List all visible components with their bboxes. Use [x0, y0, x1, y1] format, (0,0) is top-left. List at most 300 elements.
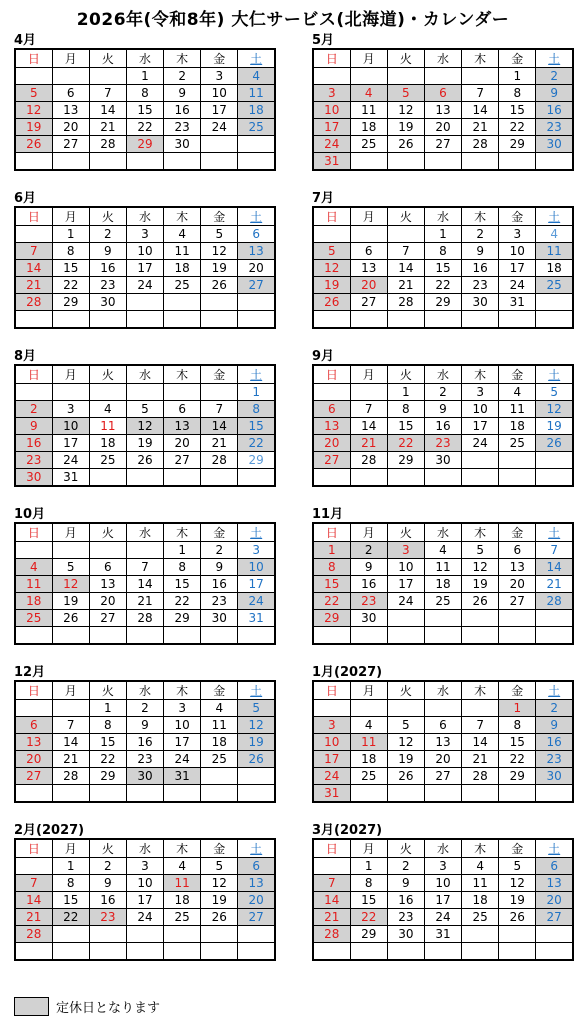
day-cell: 30: [424, 452, 461, 469]
week-row: [15, 926, 275, 943]
week-row: [15, 627, 275, 645]
day-cell: [536, 627, 573, 645]
day-cell: 7: [350, 401, 387, 418]
day-cell: 12: [201, 243, 238, 260]
day-cell: 19: [126, 435, 163, 452]
day-cell: 5: [462, 542, 499, 559]
day-cell: [52, 68, 89, 85]
day-cell: 5: [201, 858, 238, 875]
weekday-wed: 水: [126, 49, 163, 68]
day-cell: [201, 768, 238, 785]
day-cell: 28: [126, 610, 163, 627]
day-cell: 4: [350, 717, 387, 734]
week-row: [313, 384, 573, 401]
day-cell: [15, 542, 52, 559]
day-cell: 24: [387, 593, 424, 610]
day-cell: 26: [126, 452, 163, 469]
week-row: [15, 892, 275, 909]
day-cell: 31: [52, 469, 89, 487]
day-cell: 16: [536, 102, 573, 119]
day-cell: 4: [499, 384, 536, 401]
month-table: [312, 838, 574, 961]
month-label: 5月: [312, 33, 335, 48]
day-cell: 17: [126, 892, 163, 909]
day-cell: 26: [313, 294, 350, 311]
day-cell: 14: [350, 418, 387, 435]
day-cell: 21: [126, 593, 163, 610]
day-cell: 29: [126, 136, 163, 153]
day-cell: [350, 311, 387, 329]
weekday-sat: 土: [238, 49, 275, 68]
day-cell: [238, 943, 275, 961]
week-row: [313, 85, 573, 102]
day-cell: 14: [462, 734, 499, 751]
weekday-sun: 日: [313, 49, 350, 68]
day-cell: [15, 943, 52, 961]
day-cell: 26: [462, 593, 499, 610]
day-cell: 3: [52, 401, 89, 418]
day-cell: [499, 785, 536, 803]
day-cell: 7: [462, 717, 499, 734]
day-cell: 8: [164, 559, 201, 576]
day-cell: 3: [313, 717, 350, 734]
day-cell: [536, 943, 573, 961]
day-cell: 10: [387, 559, 424, 576]
day-cell: [462, 452, 499, 469]
day-cell: 23: [89, 909, 126, 926]
day-cell: 2: [387, 858, 424, 875]
day-cell: 15: [52, 260, 89, 277]
day-cell: [126, 469, 163, 487]
day-cell: 1: [499, 68, 536, 85]
weekday-wed: 水: [126, 365, 163, 384]
day-cell: 25: [424, 593, 461, 610]
day-cell: [15, 627, 52, 645]
day-cell: 30: [350, 610, 387, 627]
day-cell: 24: [52, 452, 89, 469]
day-cell: 12: [201, 875, 238, 892]
week-row: [15, 542, 275, 559]
day-cell: [499, 926, 536, 943]
day-cell: [499, 469, 536, 487]
day-cell: [164, 627, 201, 645]
day-cell: [462, 627, 499, 645]
month-table: [14, 838, 276, 961]
day-cell: 16: [536, 734, 573, 751]
day-cell: [350, 943, 387, 961]
day-cell: [313, 311, 350, 329]
weekday-mon: 月: [350, 207, 387, 226]
week-row: [313, 153, 573, 171]
day-cell: 14: [126, 576, 163, 593]
week-row: [313, 734, 573, 751]
day-cell: 14: [52, 734, 89, 751]
weekday-thu: 木: [462, 681, 499, 700]
day-cell: 30: [462, 294, 499, 311]
day-cell: 19: [238, 734, 275, 751]
day-cell: 13: [52, 102, 89, 119]
week-row: [15, 136, 275, 153]
day-cell: 7: [89, 85, 126, 102]
day-cell: 8: [126, 85, 163, 102]
week-row: [15, 294, 275, 311]
day-cell: 22: [164, 593, 201, 610]
month-label: 3月(2027): [312, 823, 383, 838]
weekday-sun: 日: [313, 681, 350, 700]
day-cell: 20: [164, 435, 201, 452]
day-cell: 12: [126, 418, 163, 435]
day-cell: 8: [387, 401, 424, 418]
day-cell: 13: [424, 734, 461, 751]
month-jun: [14, 191, 276, 329]
weekday-mon: 月: [350, 839, 387, 858]
day-cell: 19: [52, 593, 89, 610]
day-cell: 13: [164, 418, 201, 435]
day-cell: 15: [424, 260, 461, 277]
day-cell: [15, 226, 52, 243]
day-cell: 26: [201, 277, 238, 294]
weekday-fri: 金: [499, 681, 536, 700]
weekday-tue: 火: [89, 207, 126, 226]
weekday-thu: 木: [164, 365, 201, 384]
weekday-mon: 月: [52, 839, 89, 858]
day-cell: [462, 700, 499, 717]
month-jul: [312, 191, 574, 329]
day-cell: [201, 136, 238, 153]
day-cell: [350, 153, 387, 171]
week-row: [15, 610, 275, 627]
day-cell: [536, 785, 573, 803]
day-cell: [238, 627, 275, 645]
day-cell: 6: [238, 858, 275, 875]
week-row: [313, 102, 573, 119]
day-cell: 25: [350, 768, 387, 785]
day-cell: 12: [15, 102, 52, 119]
day-cell: 1: [89, 700, 126, 717]
day-cell: 26: [201, 909, 238, 926]
week-row: [15, 576, 275, 593]
day-cell: 30: [536, 768, 573, 785]
day-cell: [387, 153, 424, 171]
day-cell: 21: [15, 277, 52, 294]
day-cell: 9: [350, 559, 387, 576]
day-cell: 29: [499, 136, 536, 153]
day-cell: 10: [424, 875, 461, 892]
day-cell: 29: [499, 768, 536, 785]
month-table: [14, 522, 276, 645]
day-cell: 3: [499, 226, 536, 243]
day-cell: 23: [164, 119, 201, 136]
day-cell: 21: [15, 909, 52, 926]
weekday-fri: 金: [201, 523, 238, 542]
day-cell: 16: [350, 576, 387, 593]
week-row: [15, 260, 275, 277]
day-cell: 29: [313, 610, 350, 627]
week-row: [313, 943, 573, 961]
day-cell: 18: [201, 734, 238, 751]
day-cell: [313, 627, 350, 645]
day-cell: [536, 452, 573, 469]
day-cell: 26: [499, 909, 536, 926]
day-cell: 12: [387, 734, 424, 751]
weekday-mon: 月: [350, 523, 387, 542]
day-cell: 13: [499, 559, 536, 576]
day-cell: [424, 610, 461, 627]
week-row: [15, 700, 275, 717]
weekday-fri: 金: [499, 839, 536, 858]
day-cell: [499, 153, 536, 171]
day-cell: 28: [387, 294, 424, 311]
day-cell: 12: [313, 260, 350, 277]
day-cell: 13: [424, 102, 461, 119]
day-cell: 14: [313, 892, 350, 909]
day-cell: 17: [387, 576, 424, 593]
day-cell: 27: [424, 136, 461, 153]
day-cell: 20: [424, 751, 461, 768]
day-cell: 18: [164, 892, 201, 909]
day-cell: [313, 700, 350, 717]
day-cell: 18: [238, 102, 275, 119]
day-cell: 11: [201, 717, 238, 734]
day-cell: [15, 785, 52, 803]
day-cell: 19: [201, 260, 238, 277]
day-cell: [15, 153, 52, 171]
day-cell: 24: [424, 909, 461, 926]
day-cell: 25: [462, 909, 499, 926]
weekday-sun: 日: [15, 681, 52, 700]
day-cell: 3: [126, 226, 163, 243]
week-row: [15, 119, 275, 136]
day-cell: [536, 610, 573, 627]
day-cell: 18: [499, 418, 536, 435]
day-cell: 23: [201, 593, 238, 610]
day-cell: 9: [201, 559, 238, 576]
month-label: 9月: [312, 349, 335, 364]
day-cell: 2: [462, 226, 499, 243]
day-cell: 19: [536, 418, 573, 435]
day-cell: 26: [536, 435, 573, 452]
day-cell: [89, 627, 126, 645]
day-cell: 20: [350, 277, 387, 294]
day-cell: 31: [313, 153, 350, 171]
month-label: 2月(2027): [14, 823, 85, 838]
day-cell: 8: [238, 401, 275, 418]
month-nov: [312, 507, 574, 645]
day-cell: [424, 700, 461, 717]
weekday-sun: 日: [15, 523, 52, 542]
month-oct: [14, 507, 276, 645]
weekday-sun: 日: [313, 207, 350, 226]
day-cell: 25: [164, 909, 201, 926]
day-cell: 14: [15, 892, 52, 909]
day-cell: [238, 768, 275, 785]
day-cell: 10: [313, 734, 350, 751]
day-cell: 23: [536, 119, 573, 136]
day-cell: 19: [201, 892, 238, 909]
weekday-thu: 木: [462, 365, 499, 384]
day-cell: 8: [499, 717, 536, 734]
month-table: [14, 48, 276, 171]
day-cell: 8: [52, 875, 89, 892]
day-cell: 19: [15, 119, 52, 136]
day-cell: [126, 384, 163, 401]
day-cell: 5: [126, 401, 163, 418]
day-cell: 17: [52, 435, 89, 452]
weekday-sun: 日: [15, 207, 52, 226]
weekday-sun: 日: [15, 49, 52, 68]
weekday-thu: 木: [462, 207, 499, 226]
day-cell: 28: [313, 926, 350, 943]
day-cell: [350, 785, 387, 803]
day-cell: [499, 311, 536, 329]
day-cell: 1: [313, 542, 350, 559]
day-cell: 18: [350, 751, 387, 768]
week-row: [313, 875, 573, 892]
day-cell: [52, 384, 89, 401]
weekday-fri: 金: [499, 49, 536, 68]
day-cell: 4: [424, 542, 461, 559]
weekday-tue: 火: [89, 49, 126, 68]
day-cell: 25: [350, 136, 387, 153]
day-cell: [462, 311, 499, 329]
day-cell: 9: [89, 875, 126, 892]
weekday-wed: 水: [424, 681, 461, 700]
day-cell: [15, 700, 52, 717]
day-cell: [238, 311, 275, 329]
day-cell: [52, 700, 89, 717]
week-row: [313, 576, 573, 593]
day-cell: 8: [52, 243, 89, 260]
day-cell: [462, 469, 499, 487]
day-cell: 11: [462, 875, 499, 892]
day-cell: 7: [126, 559, 163, 576]
day-cell: 21: [350, 435, 387, 452]
week-row: [15, 943, 275, 961]
day-cell: [164, 153, 201, 171]
day-cell: 10: [164, 717, 201, 734]
week-row: [15, 734, 275, 751]
day-cell: 18: [15, 593, 52, 610]
day-cell: 28: [89, 136, 126, 153]
week-row: [15, 226, 275, 243]
day-cell: 10: [52, 418, 89, 435]
day-cell: [313, 226, 350, 243]
legend: [14, 996, 160, 1016]
day-cell: 29: [350, 926, 387, 943]
day-cell: 23: [350, 593, 387, 610]
day-cell: 6: [164, 401, 201, 418]
day-cell: [201, 469, 238, 487]
day-cell: [201, 627, 238, 645]
day-cell: 26: [387, 136, 424, 153]
weekday-sat: 土: [536, 839, 573, 858]
day-cell: [499, 452, 536, 469]
day-cell: [126, 542, 163, 559]
day-cell: 31: [313, 785, 350, 803]
day-cell: 7: [15, 875, 52, 892]
week-row: [313, 119, 573, 136]
day-cell: 2: [126, 700, 163, 717]
weekday-tue: 火: [89, 681, 126, 700]
day-cell: 11: [499, 401, 536, 418]
day-cell: 25: [201, 751, 238, 768]
day-cell: [387, 700, 424, 717]
day-cell: 19: [462, 576, 499, 593]
day-cell: [89, 384, 126, 401]
day-cell: 20: [313, 435, 350, 452]
day-cell: [350, 68, 387, 85]
day-cell: [15, 68, 52, 85]
day-cell: 17: [499, 260, 536, 277]
day-cell: 20: [238, 260, 275, 277]
day-cell: 17: [164, 734, 201, 751]
day-cell: 13: [350, 260, 387, 277]
day-cell: 1: [52, 226, 89, 243]
day-cell: [89, 153, 126, 171]
day-cell: 28: [201, 452, 238, 469]
month-label: 4月: [14, 33, 37, 48]
day-cell: 24: [313, 136, 350, 153]
day-cell: 15: [387, 418, 424, 435]
weekday-thu: 木: [462, 839, 499, 858]
day-cell: 29: [89, 768, 126, 785]
week-row: [15, 559, 275, 576]
week-row: [15, 768, 275, 785]
day-cell: 11: [89, 418, 126, 435]
day-cell: 22: [89, 751, 126, 768]
week-row: [313, 260, 573, 277]
month-may: [312, 33, 574, 171]
day-cell: [201, 311, 238, 329]
day-cell: 22: [387, 435, 424, 452]
day-cell: [313, 943, 350, 961]
day-cell: [313, 384, 350, 401]
day-cell: 27: [536, 909, 573, 926]
day-cell: 16: [164, 102, 201, 119]
month-label: 11月: [312, 507, 344, 522]
day-cell: 22: [499, 751, 536, 768]
week-row: [15, 418, 275, 435]
month-dec: [14, 665, 276, 803]
day-cell: [89, 542, 126, 559]
day-cell: 30: [387, 926, 424, 943]
day-cell: 17: [201, 102, 238, 119]
day-cell: 9: [536, 717, 573, 734]
day-cell: 10: [238, 559, 275, 576]
day-cell: 10: [499, 243, 536, 260]
day-cell: 24: [201, 119, 238, 136]
day-cell: [52, 627, 89, 645]
day-cell: 23: [536, 751, 573, 768]
day-cell: 1: [126, 68, 163, 85]
day-cell: 5: [15, 85, 52, 102]
weekday-wed: 水: [126, 523, 163, 542]
day-cell: [536, 926, 573, 943]
weekday-mon: 月: [52, 681, 89, 700]
day-cell: 29: [424, 294, 461, 311]
week-row: [15, 469, 275, 487]
weekday-mon: 月: [52, 523, 89, 542]
day-cell: 13: [89, 576, 126, 593]
week-row: [15, 751, 275, 768]
day-cell: 30: [126, 768, 163, 785]
day-cell: 24: [462, 435, 499, 452]
day-cell: 4: [201, 700, 238, 717]
day-cell: 5: [238, 700, 275, 717]
day-cell: 25: [164, 277, 201, 294]
day-cell: 3: [462, 384, 499, 401]
week-row: [15, 384, 275, 401]
